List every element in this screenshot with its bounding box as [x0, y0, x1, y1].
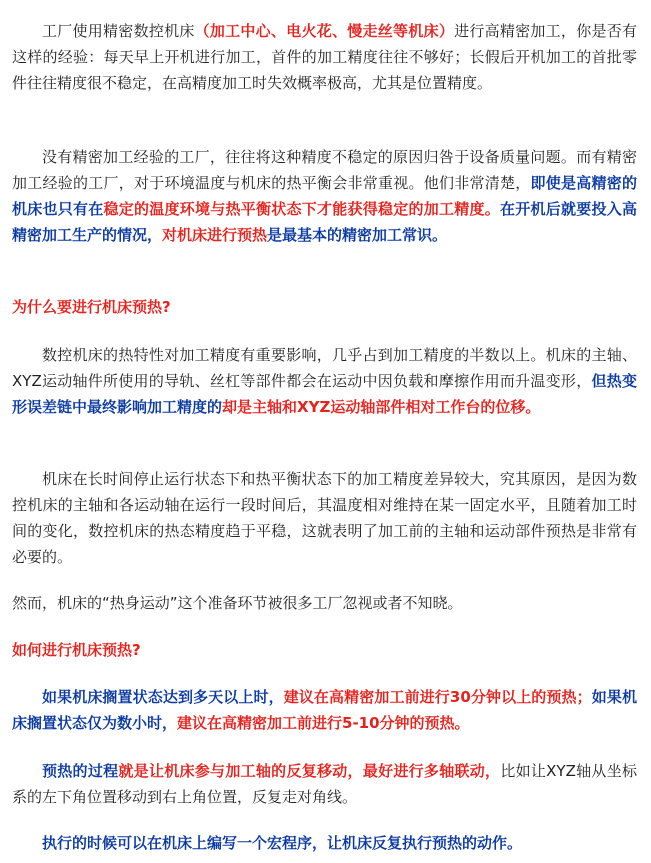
- highlight-blue: 预热的过程: [42, 762, 119, 780]
- text-span: 数控机床的热特性对加工精度有重要影响，几乎占到加工精度的半数以上。机床的主轴、XYZ运动轴件所使用的导轨、丝杠等部件都会在运动中因负载和摩擦作用而升温变形，: [12, 346, 637, 390]
- text-span: 没有精密加工经验的工厂，往往将这种精度不稳定的原因归咎于设备质量问题。而有精密加工经验的工厂，对于环境温度与机床的热平衡会非常重视。他们非常清楚，: [12, 148, 637, 192]
- paragraph-reason: 机床在长时间停止运行状态下和热平衡状态下的加工精度差异较大，究其原因，是因为数控机床的主轴和各运动轴在运行一段时间后，其温度相对维持在某一固定水平，且随着加工时间的变化，数控机床的热态精度趋于平稳，这就表明了加工前的主轴和运动部件预热是非常有必要的。: [12, 470, 637, 566]
- paragraph-intro: [12, 18, 637, 96]
- text-span: 工厂使用精密数控机床: [42, 22, 195, 40]
- highlight-red: 对机床进行预热: [162, 226, 268, 244]
- text-span: 比如让XYZ轴从坐标系的左下角位置移动到右上角位置，反复走对角线。: [12, 762, 637, 806]
- highlight-red: 建议在高精密加工前进行5-10分钟的预热。: [177, 714, 470, 732]
- highlight-blue: 是最基本的精密加工常识。: [267, 226, 448, 244]
- section-heading-why: 为什么要进行机床预热?: [12, 298, 171, 316]
- paragraph-experience: [12, 144, 637, 248]
- paragraph-warmup-process: [12, 758, 637, 810]
- highlight-machine-types: （加工中心、电火花、慢走丝等机床）: [194, 22, 455, 40]
- highlight-blue: 即使是高精密的机床也只有在: [12, 174, 637, 218]
- text-span: 进行高精密加工，你是否有这样的经验：每天早上开机进行加工，首件的加工精度往往不够好；长假后开机加工的首批零件往往精度很不稳定，在高精度加工时失效概率极高，尤其是位置精度。: [12, 22, 637, 92]
- highlight-red: 建议在高精密加工前进行30分钟以上的预热；: [283, 688, 592, 706]
- highlight-blue: 在开机后就要投入高精密加工生产的情况，: [12, 200, 637, 244]
- paragraph-thermal: [12, 342, 637, 420]
- paragraph-neglect: 然而，机床的“热身运动”这个准备环节被很多工厂忽视或者不知晓。: [12, 594, 463, 612]
- paragraph-macro: 执行的时候可以在机床上编写一个宏程序，让机床反复执行预热的动作。: [42, 834, 523, 852]
- paragraph-warmup-time: [12, 684, 637, 736]
- highlight-red: 却是主轴和XYZ运动轴部件相对工作台的位移。: [222, 398, 541, 416]
- highlight-blue: 如果机床搁置状态仅为数小时，: [12, 688, 637, 732]
- highlight-red: 稳定的温度环境与热平衡状态下才能获得稳定的加工精度。: [103, 200, 500, 218]
- highlight-red: 就是让机床参与加工轴的反复移动，最好进行多轴联动，: [118, 762, 501, 780]
- highlight-blue: 如果机床搁置状态达到多天以上时，: [42, 688, 284, 706]
- section-heading-how: 如何进行机床预热?: [12, 641, 141, 659]
- highlight-blue: 但热变形误差链中最终影响加工精度的: [12, 372, 637, 416]
